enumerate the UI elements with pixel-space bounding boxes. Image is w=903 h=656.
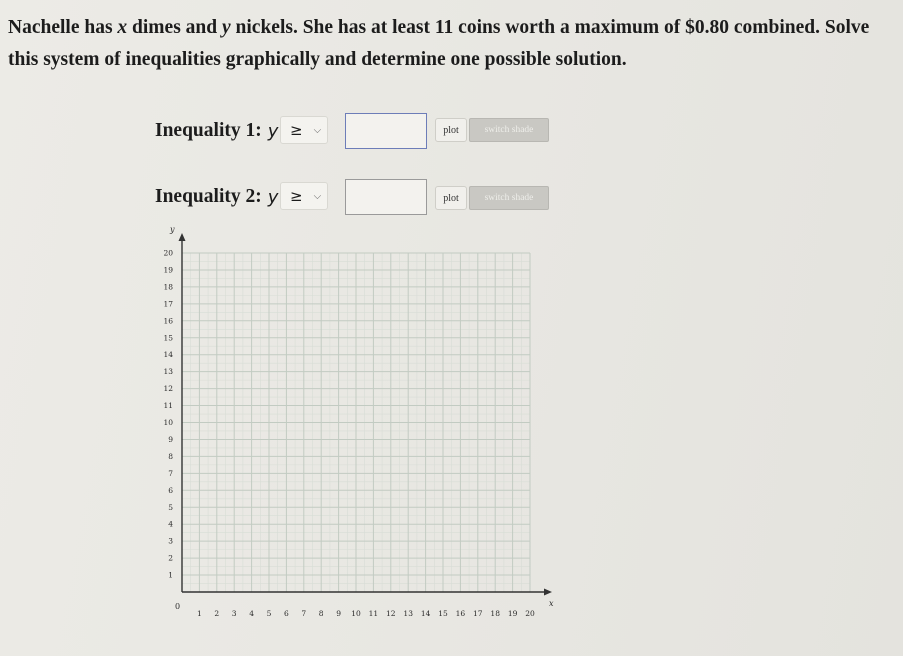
inequality-1-operator: ≥ xyxy=(290,121,303,139)
y-tick-label: 5 xyxy=(168,502,173,512)
inequality-2-variable: y xyxy=(267,186,279,208)
y-axis-label: y xyxy=(170,225,175,234)
y-tick-label: 4 xyxy=(168,519,173,529)
variable-x: x xyxy=(117,17,128,38)
problem-text-1: Nachelle has xyxy=(8,17,118,38)
x-tick-label: 9 xyxy=(336,609,341,618)
y-tick-label: 16 xyxy=(163,316,173,326)
inequality-2-label: Inequality 2: xyxy=(155,186,262,207)
chevron-down-icon: ⌵ xyxy=(313,190,322,202)
x-axis-label: x xyxy=(549,599,554,608)
y-tick-label: 13 xyxy=(163,367,173,377)
y-axis-arrow-icon xyxy=(179,233,186,241)
y-tick-label: 7 xyxy=(168,468,173,478)
x-tick-label: 7 xyxy=(301,609,307,618)
problem-text-3: nickels. She has at least 11 coins worth a maximum of $0.80 combined. Solve this system of inequalities graphically and determine one possible solution. xyxy=(8,17,870,70)
inequality-2-operator: ≥ xyxy=(290,187,303,205)
y-tick-label: 14 xyxy=(163,350,173,360)
inequality-2-switch-shade-button[interactable]: switch shade xyxy=(469,186,549,210)
grid-major-lines xyxy=(182,253,530,592)
x-tick-label: 6 xyxy=(284,609,289,618)
y-tick-label: 10 xyxy=(163,418,173,427)
y-tick-label: 20 xyxy=(163,248,173,258)
origin-label: 0 xyxy=(175,602,181,611)
y-tick-label: 6 xyxy=(168,485,173,495)
x-tick-label: 11 xyxy=(368,609,379,618)
y-tick-label: 19 xyxy=(163,265,173,275)
x-tick-label: 18 xyxy=(490,609,500,618)
x-tick-label: 8 xyxy=(318,609,324,618)
x-tick-label: 17 xyxy=(473,609,483,618)
x-tick-label: 2 xyxy=(214,609,220,618)
x-tick-label: 19 xyxy=(507,609,518,618)
y-tick-label: 15 xyxy=(163,333,173,343)
x-tick-label: 10 xyxy=(351,609,361,618)
x-tick-label: 3 xyxy=(231,609,237,618)
x-tick-label: 4 xyxy=(249,609,254,618)
problem-text-2: dimes and xyxy=(127,17,222,38)
y-tick-label: 11 xyxy=(163,401,173,411)
x-tick-label: 20 xyxy=(525,609,535,618)
y-tick-label: 18 xyxy=(163,282,173,292)
y-tick-label: 3 xyxy=(168,536,173,546)
y-tick-label: 2 xyxy=(168,553,173,563)
chevron-down-icon: ⌵ xyxy=(313,124,322,136)
y-tick-label: 12 xyxy=(163,384,173,394)
variable-y: y xyxy=(222,17,231,38)
y-tick-label: 9 xyxy=(168,434,173,444)
x-tick-label: 5 xyxy=(266,609,272,618)
inequality-1-switch-shade-button[interactable]: switch shade xyxy=(469,118,549,142)
x-axis-arrow-icon xyxy=(544,589,552,596)
y-tick-label: 1 xyxy=(168,570,173,580)
inequality-1-label: Inequality 1: xyxy=(155,120,262,141)
x-tick-label: 14 xyxy=(420,609,431,618)
inequality-1-variable: y xyxy=(267,120,279,142)
x-tick-label: 15 xyxy=(438,609,448,618)
y-tick-label: 8 xyxy=(168,451,173,461)
inequality-1-plot-button[interactable]: plot xyxy=(435,118,467,142)
x-tick-label: 16 xyxy=(455,609,466,618)
x-tick-label: 12 xyxy=(386,609,396,618)
x-tick-label: 1 xyxy=(197,609,202,618)
y-tick-label: 17 xyxy=(163,299,173,309)
x-tick-label: 13 xyxy=(403,609,413,618)
inequality-2-plot-button[interactable]: plot xyxy=(435,186,467,210)
